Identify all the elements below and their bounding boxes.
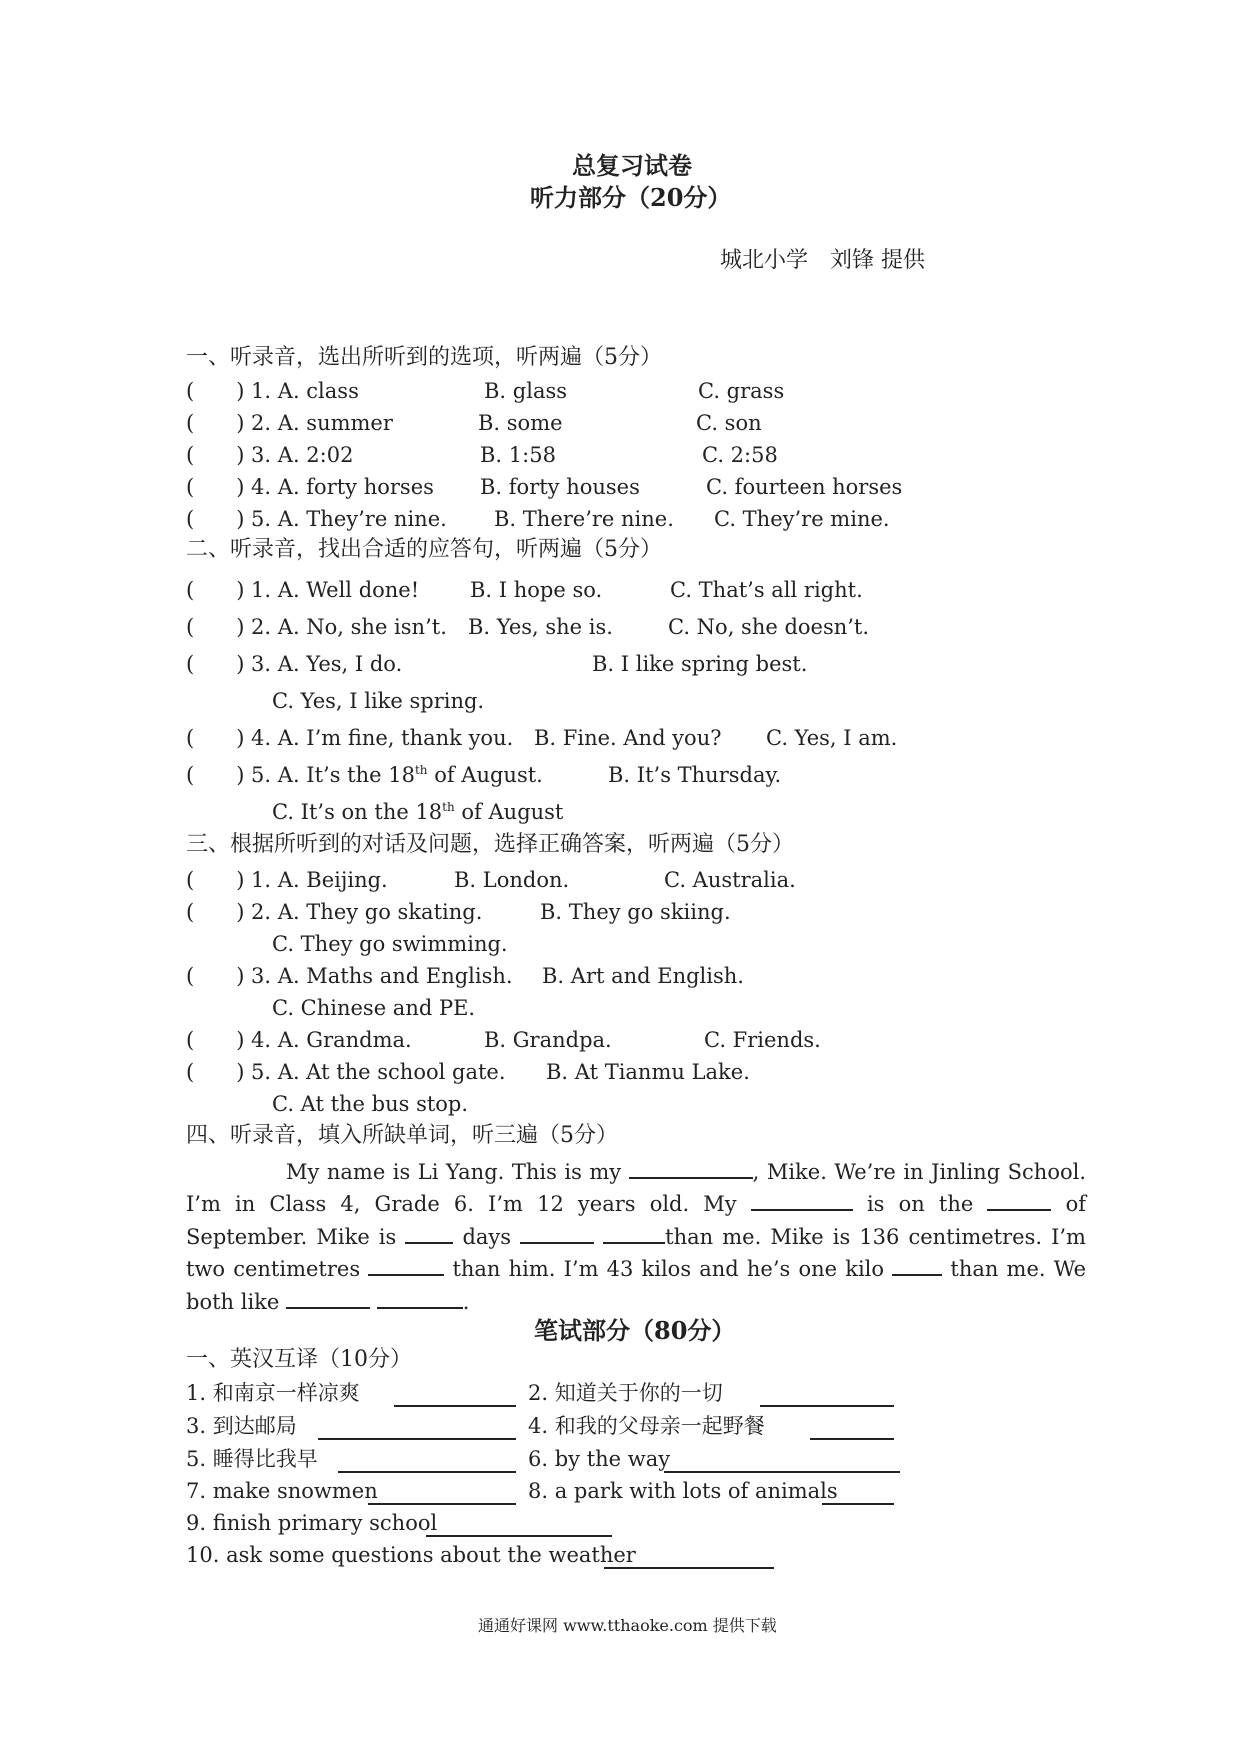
item-text: 8. a park with lots of animals bbox=[528, 1479, 838, 1503]
option-b: B. Yes, she is. bbox=[468, 615, 613, 639]
listening-section-4-heading: 四、听录音，填入所缺单词，听三遍（5分） bbox=[186, 1123, 618, 1148]
option-b: B. There’re nine. bbox=[494, 507, 674, 531]
blank-7[interactable] bbox=[368, 1256, 444, 1276]
blank-5[interactable] bbox=[520, 1224, 594, 1244]
answer-line[interactable] bbox=[338, 1471, 516, 1473]
item-text: 2. 知道关于你的一切 bbox=[528, 1381, 723, 1405]
option-c: C. grass bbox=[698, 379, 785, 403]
option-b: B. Art and English. bbox=[542, 964, 744, 988]
item-text: 1. 和南京一样凉爽 bbox=[186, 1381, 360, 1405]
option-b: B. glass bbox=[484, 379, 568, 403]
answer-line[interactable] bbox=[394, 1405, 516, 1407]
listening-section-3-heading: 三、根据所听到的对话及问题，选择正确答案，听两遍（5分） bbox=[186, 832, 794, 857]
option-a: ( ) 1. A. Beijing. bbox=[186, 868, 388, 892]
option-b: B. They go skiing. bbox=[540, 900, 731, 924]
option-b: B. It’s Thursday. bbox=[608, 763, 782, 787]
answer-line[interactable] bbox=[426, 1535, 612, 1537]
option-c: C. 2:58 bbox=[702, 443, 778, 467]
option-a: ( ) 5. A. They’re nine. bbox=[186, 507, 447, 531]
answer-line[interactable] bbox=[368, 1503, 516, 1505]
option-a: ( ) 5. A. It’s the 18th of August. bbox=[186, 763, 543, 787]
option-b: B. I like spring best. bbox=[592, 652, 808, 676]
author-line: 城北小学 刘锋 提供 bbox=[720, 248, 925, 273]
option-a: ( ) 4. A. Grandma. bbox=[186, 1028, 412, 1052]
option-c: C. son bbox=[696, 411, 762, 435]
blank-10[interactable] bbox=[377, 1289, 463, 1309]
listening-section-2-heading: 二、听录音，找出合适的应答句，听两遍（5分） bbox=[186, 537, 662, 562]
option-a: ( ) 2. A. No, she isn’t. bbox=[186, 615, 447, 639]
option-b: B. 1:58 bbox=[480, 443, 556, 467]
option-a: ( ) 5. A. At the school gate. bbox=[186, 1060, 506, 1084]
item-text: 7. make snowmen bbox=[186, 1479, 378, 1503]
footer-credit: 通通好课网 www.tthaoke.com 提供下载 bbox=[478, 1616, 777, 1635]
answer-line[interactable] bbox=[664, 1471, 900, 1473]
option-a: ( ) 4. A. I’m fine, thank you. bbox=[186, 726, 514, 750]
blank-9[interactable] bbox=[286, 1289, 370, 1309]
blank-6[interactable] bbox=[603, 1224, 665, 1244]
option-b: B. Fine. And you? bbox=[534, 726, 722, 750]
option-c: C. No, she doesn’t. bbox=[668, 615, 870, 639]
option-a: ( ) 3. A. Maths and English. bbox=[186, 964, 513, 988]
option-a: ( ) 3. A. 2:02 bbox=[186, 443, 354, 467]
option-c: C. Friends. bbox=[704, 1028, 821, 1052]
option-a: ( ) 2. A. summer bbox=[186, 411, 393, 435]
option-b: B. forty houses bbox=[480, 475, 640, 499]
option-c: C. At the bus stop. bbox=[272, 1092, 469, 1116]
option-c: C. They go swimming. bbox=[272, 932, 508, 956]
answer-line[interactable] bbox=[760, 1405, 894, 1407]
item-text: 3. 到达邮局 bbox=[186, 1414, 297, 1438]
option-c: C. That’s all right. bbox=[670, 578, 863, 602]
exam-title: 总复习试卷 bbox=[572, 151, 692, 180]
option-c: C. Yes, I am. bbox=[766, 726, 898, 750]
answer-line[interactable] bbox=[810, 1438, 894, 1440]
item-text: 5. 睡得比我早 bbox=[186, 1447, 318, 1471]
option-a: ( ) 2. A. They go skating. bbox=[186, 900, 483, 924]
answer-line[interactable] bbox=[604, 1567, 774, 1569]
item-text: 6. by the way bbox=[528, 1447, 671, 1471]
option-c: C. They’re mine. bbox=[714, 507, 890, 531]
option-b: B. I hope so. bbox=[470, 578, 603, 602]
option-a: ( ) 4. A. forty horses bbox=[186, 475, 434, 499]
listening-part-title: 听力部分（20分） bbox=[530, 183, 732, 212]
blank-4[interactable] bbox=[405, 1224, 453, 1244]
blank-8[interactable] bbox=[892, 1256, 942, 1276]
option-a: ( ) 1. A. class bbox=[186, 379, 359, 403]
written-part-title: 笔试部分（80分） bbox=[534, 1316, 736, 1345]
answer-line[interactable] bbox=[318, 1438, 516, 1440]
option-c: C. It’s on the 18th of August bbox=[272, 800, 564, 824]
written-section-1-heading: 一、英汉互译（10分） bbox=[186, 1347, 412, 1372]
item-text: 4. 和我的父母亲一起野餐 bbox=[528, 1414, 765, 1438]
option-a: ( ) 1. A. Well done! bbox=[186, 578, 420, 602]
option-a: ( ) 3. A. Yes, I do. bbox=[186, 652, 403, 676]
item-text: 9. finish primary school bbox=[186, 1511, 438, 1535]
option-c: C. Australia. bbox=[664, 868, 796, 892]
fill-in-passage: My name is Li Yang. This is my , Mike. We’re in Jinling School. I’m in Class 4, Grade 6. I’m 12 years old. My is on the of September. Mike is days than me. Mike is 136 centimetres. I’m two centimetres than him. I’m 43 kilos and he’s one kilo than me. We both like . bbox=[186, 1160, 1087, 1314]
option-b: B. Grandpa. bbox=[484, 1028, 612, 1052]
option-b: B. some bbox=[478, 411, 563, 435]
option-b: B. At Tianmu Lake. bbox=[546, 1060, 750, 1084]
blank-2[interactable] bbox=[751, 1191, 853, 1211]
option-c: C. Chinese and PE. bbox=[272, 996, 476, 1020]
option-c: C. Yes, I like spring. bbox=[272, 689, 485, 713]
blank-1[interactable] bbox=[629, 1159, 753, 1179]
option-b: B. London. bbox=[454, 868, 570, 892]
listening-section-1-heading: 一、听录音，选出所听到的选项，听两遍（5分） bbox=[186, 345, 662, 370]
blank-3[interactable] bbox=[987, 1191, 1051, 1211]
answer-line[interactable] bbox=[822, 1503, 894, 1505]
item-text: 10. ask some questions about the weather bbox=[186, 1543, 636, 1567]
option-c: C. fourteen horses bbox=[706, 475, 903, 499]
